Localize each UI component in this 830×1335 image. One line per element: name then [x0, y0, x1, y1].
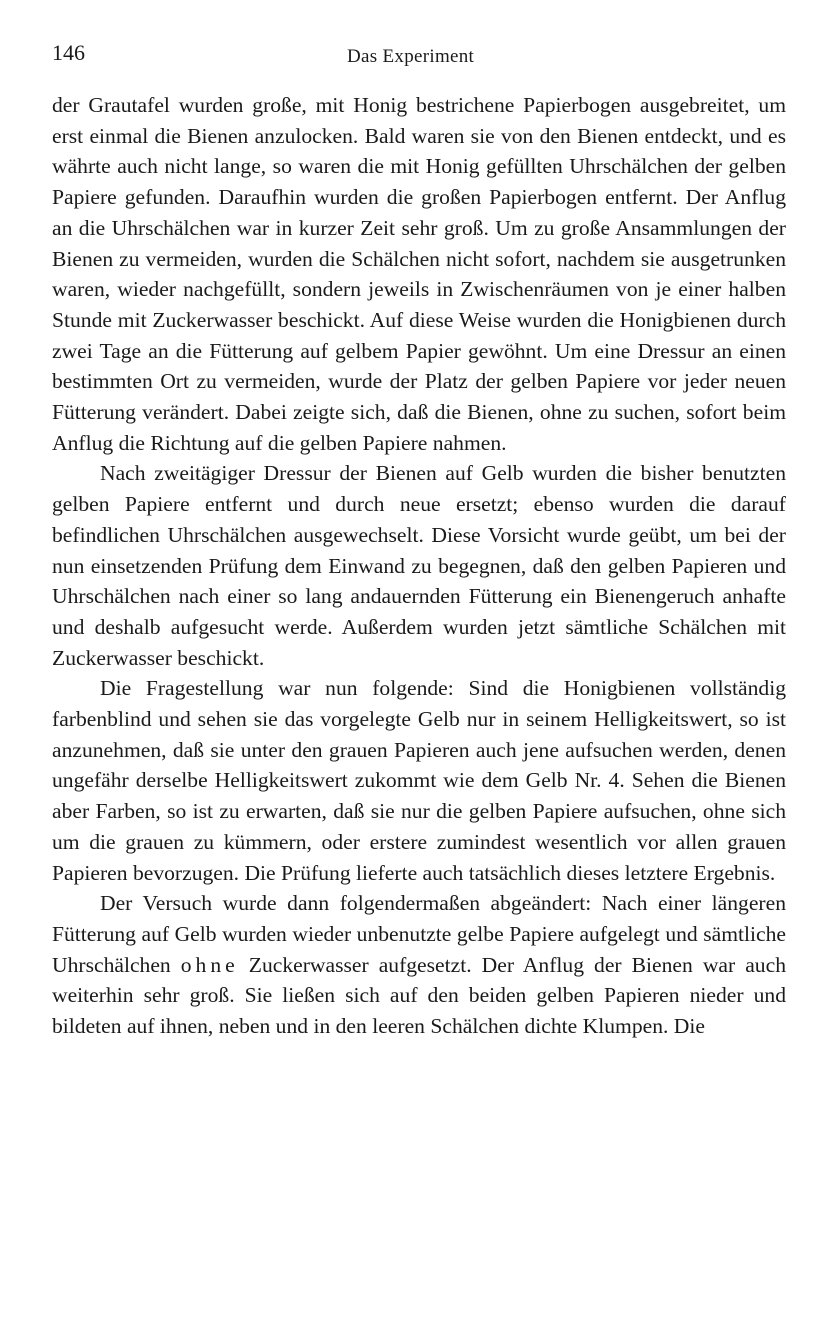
paragraph-3: Die Fragestellung war nun folgende: Sind die Honigbienen vollständig farbenblind und sehen sie das vorgelegte Gelb nur in seinem Helligkeitswert, so ist anzunehmen, daß sie unter den grauen Papieren auch jene aufsuchen werden, denen ungefähr derselbe Helligkeitswert zukommt wie dem Gelb Nr. 4. Sehen die Bienen aber Farben, so ist zu erwarten, daß sie nur die gelben Papiere aufsuchen, ohne sich um die grauen zu kümmern, oder erstere zumindest wesentlich vor allen grauen Papieren bevorzugen. Die Prüfung lieferte auch tatsächlich dieses letztere Ergebnis. [52, 676, 786, 885]
paragraph-2: Nach zweitägiger Dressur der Bienen auf Gelb wurden die bisher benutzten gelben Papiere entfernt und durch neue ersetzt; ebenso wurden die darauf befindlichen Uhrschälchen ausgewechselt. Diese Vorsicht wurde geübt, um bei der nun einsetzenden Prüfung dem Einwand zu begegnen, daß den gelben Papieren und Uhrschälchen nach einer so lang andauernden Fütterung ein Bienengeruch anhafte und deshalb aufgesucht werde. Außerdem wurden jetzt sämtliche Schälchen mit Zuckerwasser beschickt. [52, 461, 786, 670]
paragraph-4-part-2: Zuckerwasser aufgesetzt. Der Anflug der Bienen war auch weiterhin sehr groß. Sie ließen sich auf den beiden gelben Papieren nieder und bildeten auf ihnen, neben und in den leeren Schälchen dichte Klumpen. Die [52, 952, 786, 1039]
paragraph-4-part-1: Der Versuch wurde dann folgendermaßen abgeändert: Nach einer längeren Fütterung auf Gelb wurden wieder unbenutzte gelbe Papiere aufgelegt und sämtliche Uhrschälchen [52, 891, 786, 977]
page-header [52, 40, 786, 70]
running-title: Das Experiment [347, 46, 475, 67]
paragraph-4 [52, 888, 786, 1042]
body-text [52, 90, 786, 1042]
emphasized-word: ohne [180, 952, 239, 977]
page-number: 146 [52, 40, 85, 65]
paragraph-1: der Grautafel wurden große, mit Honig bestrichene Papierbogen ausgebreitet, um erst einmal die Bienen anzulocken. Bald waren sie von den Bienen entdeckt, und es währte auch nicht lange, so waren die mit Honig gefüllten Uhrschälchen der gelben Papiere gefunden. Daraufhin wurden die großen Papierbogen entfernt. Der Anflug an die Uhrschälchen war in kurzer Zeit sehr groß. Um zu große Ansammlungen der Bienen zu vermeiden, wurden die Schälchen nicht sofort, nachdem sie ausgetrunken waren, wieder nachgefüllt, sondern jeweils in Zwischenräumen von je einer halben Stunde mit Zuckerwasser beschickt. Auf diese Weise wurden die Honigbienen durch zwei Tage an die Fütterung auf gelbem Papier gewöhnt. Um eine Dressur an einen bestimmten Ort zu vermeiden, wurde der Platz der gelben Papiere vor jeder neuen Fütterung verändert. Dabei zeigte sich, daß die Bienen, ohne zu suchen, sofort beim Anflug die Richtung auf die gelben Papiere nahmen. [52, 93, 786, 455]
